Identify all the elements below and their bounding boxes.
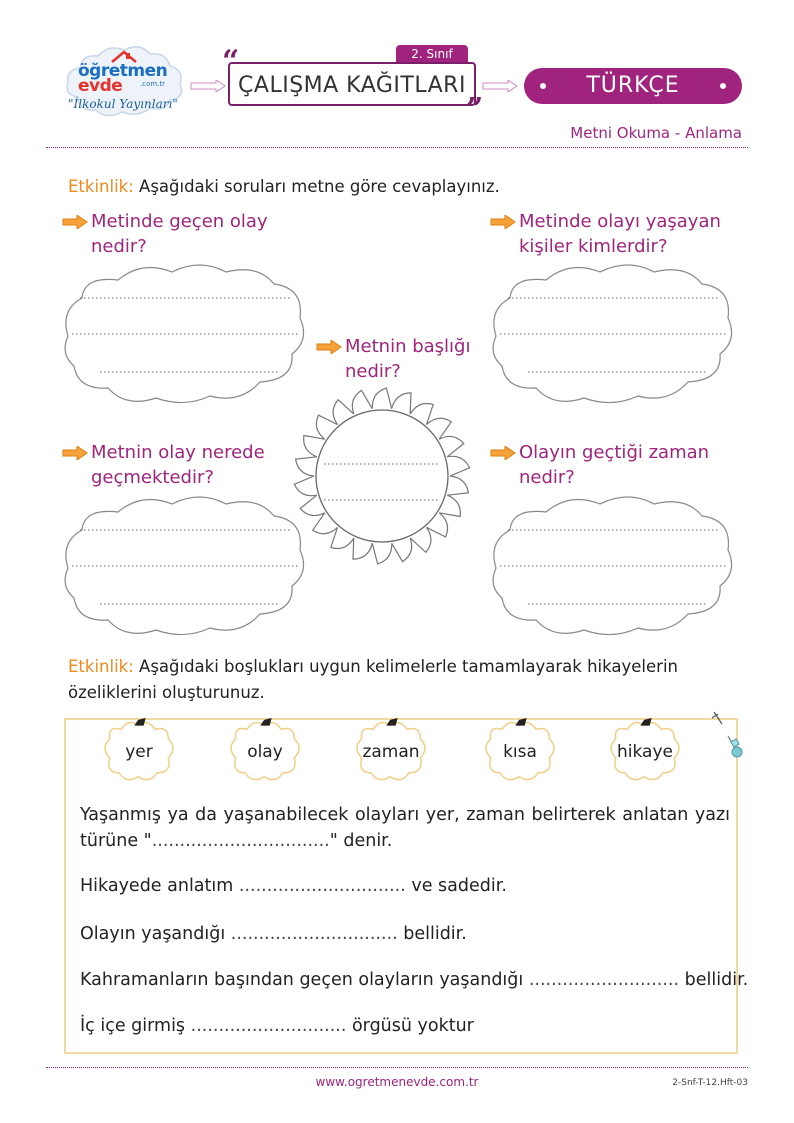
subject-badge <box>524 68 742 104</box>
activity2-instruction <box>68 654 678 706</box>
blank-field[interactable]: ............................ <box>190 1016 347 1036</box>
logo-subtitle: "İlkokul Yayınları" <box>68 97 178 111</box>
open-quote-icon: “ <box>222 44 240 79</box>
blank-field[interactable]: ........................... <box>528 970 680 990</box>
word-label: kısa <box>503 742 537 762</box>
blank-field[interactable]: .............................. <box>230 924 398 944</box>
word-label: hikaye <box>617 742 673 762</box>
worksheet-title-box <box>228 62 476 106</box>
activity-label: Etkinlik: <box>68 177 134 196</box>
footer-website-link[interactable]: www.ogretmenevde.com.tr <box>315 1075 479 1089</box>
sentence-5: İç içe girmiş ............................ örgüsü yoktur <box>80 1016 474 1036</box>
pin-icon <box>260 718 271 726</box>
question-time: Olayın geçtiği zaman nedir? <box>490 440 709 490</box>
answer-cloud-time[interactable] <box>488 490 738 640</box>
pointer-arrow-icon <box>316 340 342 354</box>
logo-wordmark: öğretmen evde <box>78 61 168 96</box>
footer-divider <box>46 1067 748 1068</box>
page-title: ÇALIŞMA KAĞITLARI <box>238 73 466 98</box>
topic-subtitle: Metni Okuma - Anlama <box>570 124 742 142</box>
bullet-icon <box>540 83 546 89</box>
answer-cloud-place[interactable] <box>60 490 310 640</box>
word-label: olay <box>247 742 283 762</box>
header-divider <box>46 147 748 148</box>
pointer-arrow-icon <box>490 215 516 229</box>
answer-cloud-event[interactable] <box>60 258 310 408</box>
question-characters: Metinde olayı yaşayan kişiler kimlerdir? <box>490 209 721 259</box>
close-quote-icon: ” <box>466 92 484 127</box>
pin-icon <box>515 718 526 726</box>
word-label: yer <box>125 742 153 762</box>
pointer-arrow-icon <box>490 446 516 460</box>
instruction-text: Aşağıdaki soruları metne göre cevaplayınız. <box>139 177 500 196</box>
sentence-2: Hikayede anlatım .............................. ve sadedir. <box>80 876 507 896</box>
blank-field[interactable]: ................................ <box>151 831 330 851</box>
logo-domain: .com.tr <box>140 80 166 88</box>
word-card-4[interactable] <box>610 718 680 788</box>
pin-icon <box>640 718 651 726</box>
arrow-right-icon <box>482 80 518 92</box>
word-card-3[interactable] <box>485 718 555 788</box>
subject-label: TÜRKÇE <box>586 73 680 98</box>
grade-tab: 2. Sınıf <box>396 45 468 63</box>
word-card-0[interactable] <box>104 718 174 788</box>
word-label: zaman <box>362 742 420 762</box>
sentence-1: Yaşanmış ya da yaşanabilecek olayları yer, zaman belirterek anlatan yazı türüne "................................" denir. <box>80 802 730 854</box>
sentence-text: Yaşanmış ya da yaşanabilecek olayları yer, zaman belirterek anlatan yazı <box>80 805 730 825</box>
pointer-arrow-icon <box>62 446 88 460</box>
push-pin-icon <box>708 710 748 766</box>
answer-cloud-characters[interactable] <box>488 258 738 408</box>
sentence-3: Olayın yaşandığı .............................. bellidir. <box>80 924 467 944</box>
sentence-4: Kahramanların başından geçen olayların yaşandığı ........................... bellidir. <box>80 970 749 990</box>
word-card-1[interactable] <box>230 718 300 788</box>
activity-label: Etkinlik: <box>68 657 134 676</box>
pin-icon <box>134 718 145 726</box>
question-place: Metnin olay nerede geçmektedir? <box>62 440 265 490</box>
activity1-instruction <box>68 177 500 196</box>
pin-icon <box>386 718 397 726</box>
question-title: Metnin başlığı nedir? <box>316 334 470 384</box>
blank-field[interactable]: .............................. <box>238 876 406 896</box>
sun-answer-title[interactable] <box>290 384 474 568</box>
bullet-icon <box>720 83 726 89</box>
publisher-logo <box>62 42 187 127</box>
question-event: Metinde geçen olay nedir? <box>62 209 268 259</box>
pointer-arrow-icon <box>62 215 88 229</box>
arrow-right-icon <box>190 80 226 92</box>
word-card-2[interactable] <box>356 718 426 788</box>
instruction-text: Aşağıdaki boşlukları uygun kelimelerle tamamlayarak hikayelerin <box>139 657 678 676</box>
worksheet-code: 2-Snf-T-12.Hft-03 <box>672 1078 748 1088</box>
instruction-text: özeliklerini oluşturunuz. <box>68 683 265 702</box>
